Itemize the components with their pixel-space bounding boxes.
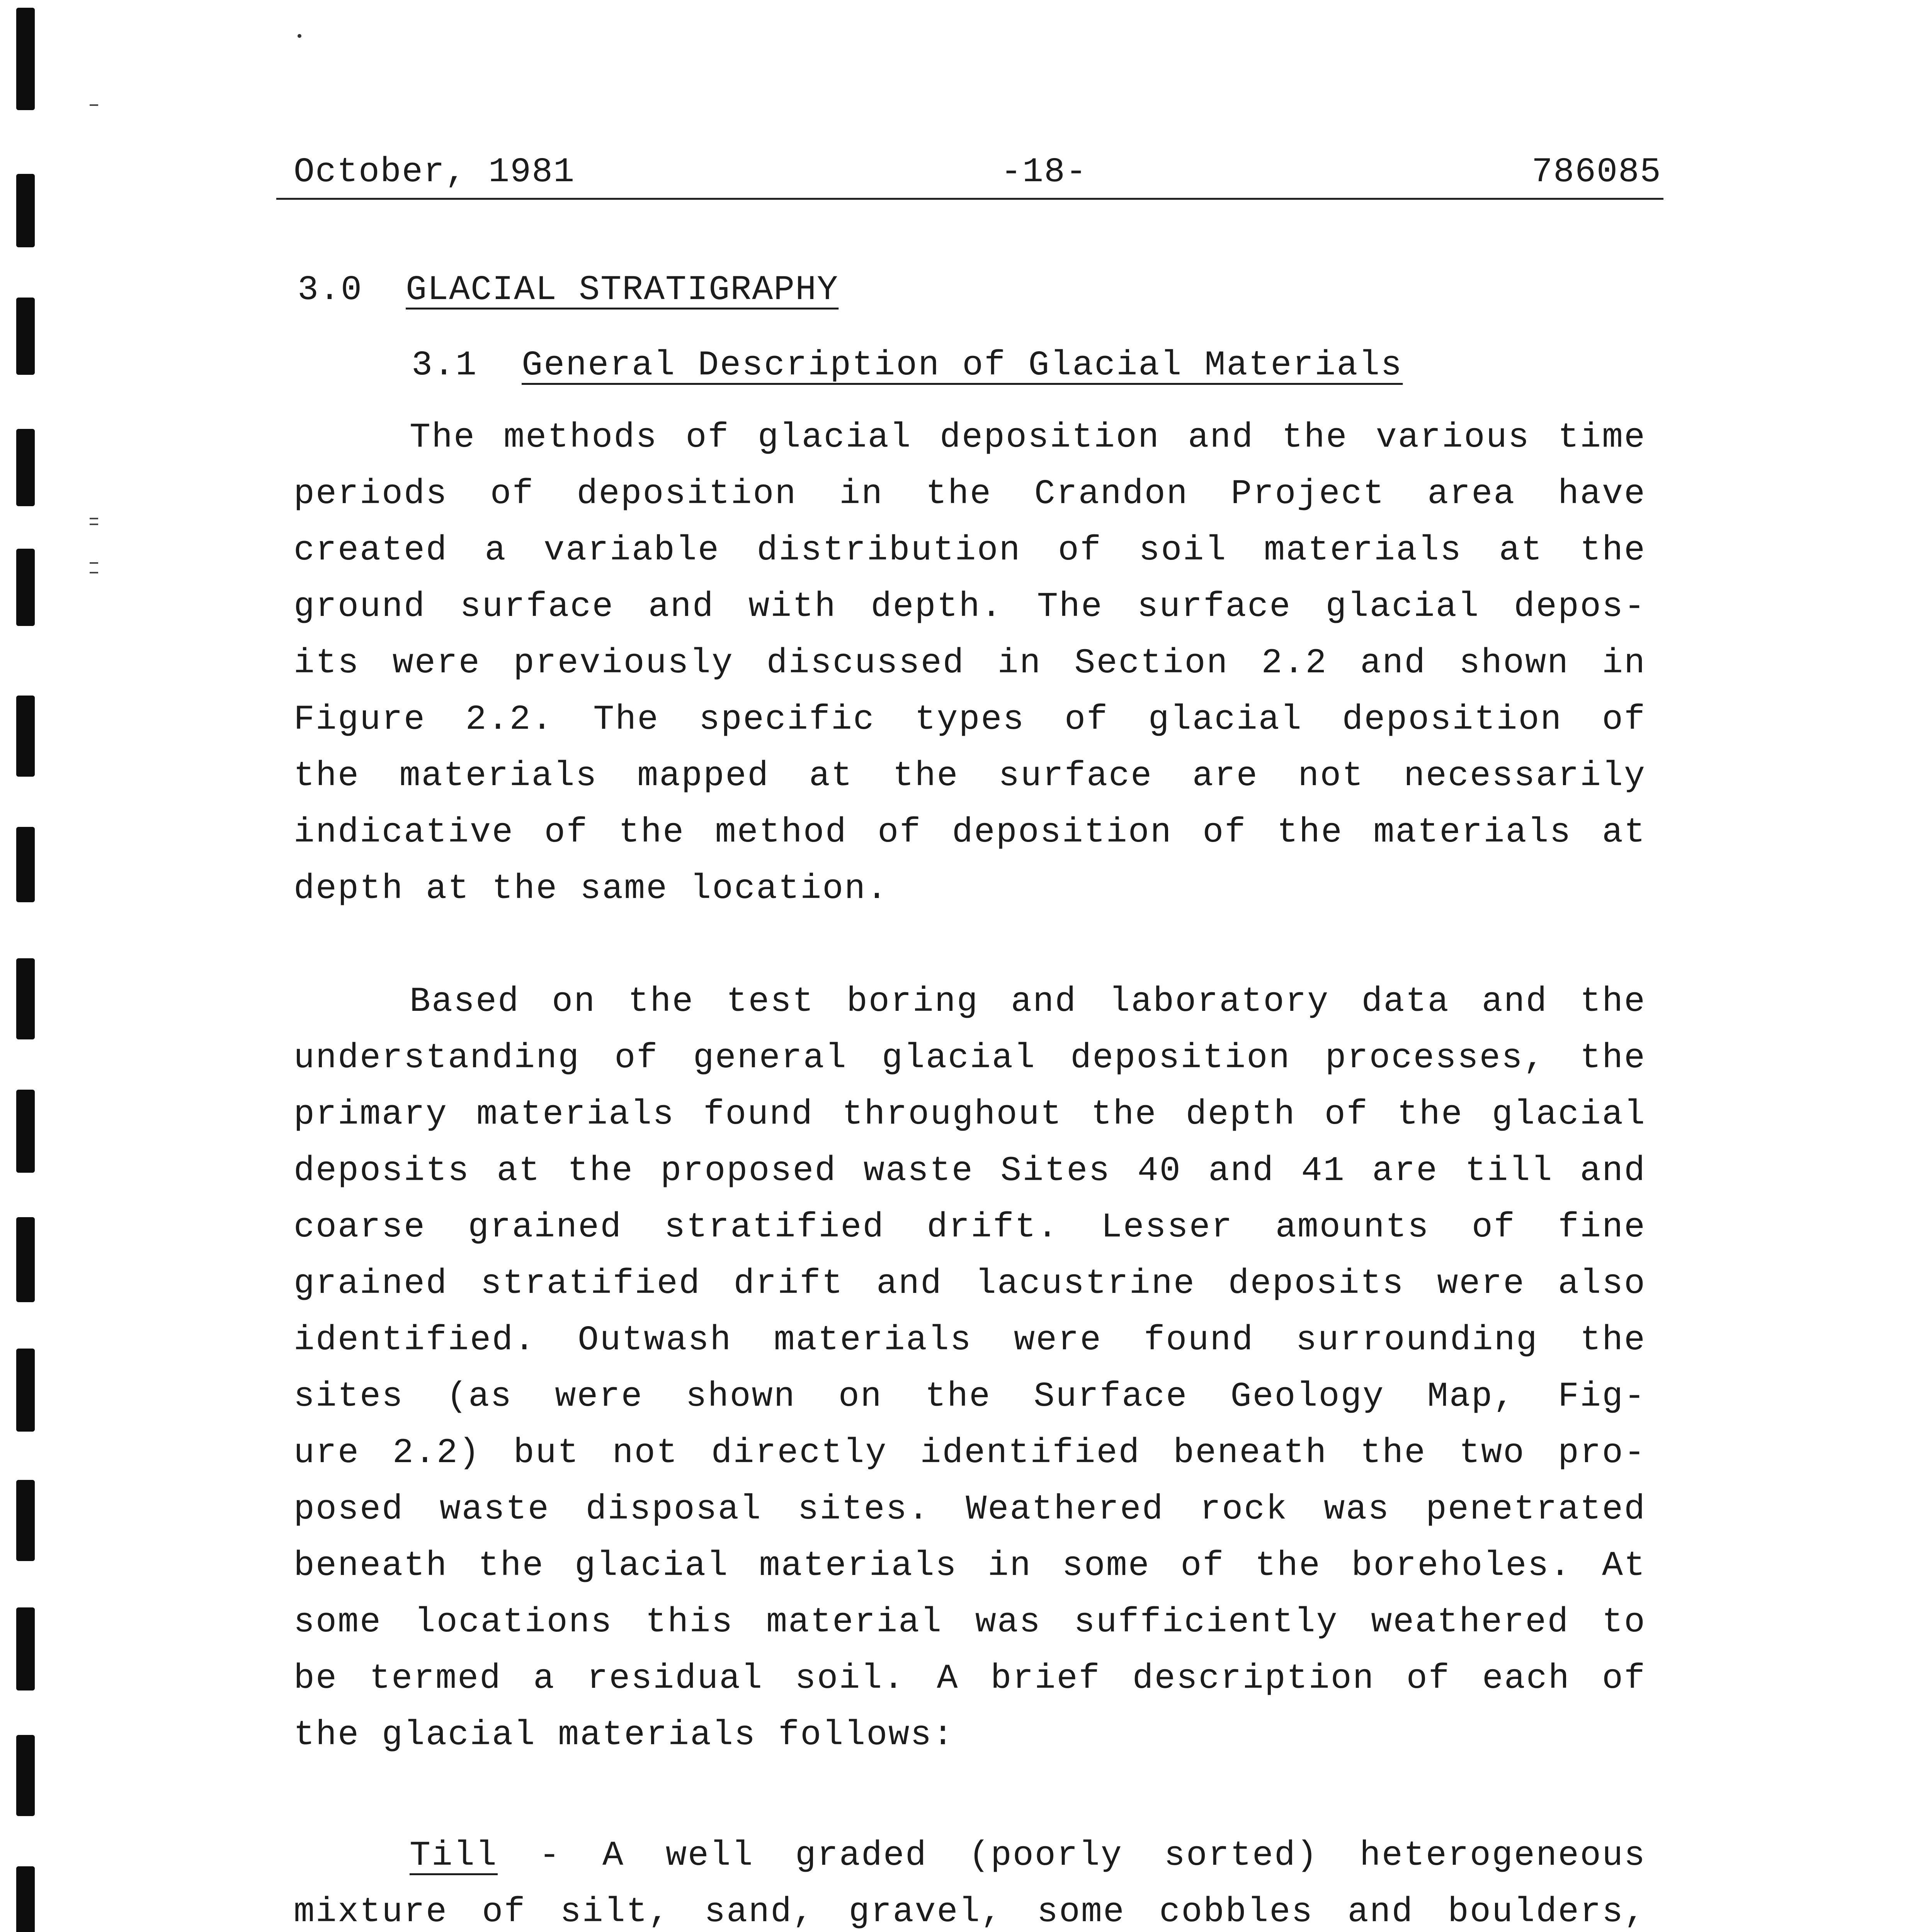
- term-till: Till: [410, 1836, 498, 1876]
- paragraph-line: sites (as were shown on the Surface Geology Map, Fig-: [294, 1377, 1646, 1417]
- scan-speck: [298, 34, 301, 38]
- binder-mark: [16, 696, 35, 777]
- paragraph-line: [294, 1828, 1646, 1884]
- paragraph-line: Based on the test boring and laboratory data and the: [410, 982, 1646, 1022]
- paragraph-line: Figure 2.2. The specific types of glacial deposition of: [294, 700, 1646, 740]
- paragraph-line: The methods of glacial deposition and the various time: [410, 418, 1646, 457]
- binder-mark: [16, 958, 35, 1039]
- binder-mark: [16, 1217, 35, 1302]
- header-date: October, 1981: [294, 153, 575, 192]
- scan-tick: [90, 518, 98, 519]
- paragraph-line: indicative of the method of deposition of the materials at: [294, 813, 1646, 852]
- paragraph-line: deposits at the proposed waste Sites 40 and 41 are till and: [294, 1151, 1646, 1191]
- scan-tick: [90, 524, 98, 525]
- scan-tick: [90, 572, 98, 573]
- binder-mark: [16, 1480, 35, 1561]
- binder-mark: [16, 1607, 35, 1690]
- paragraph-line: ground surface and with depth. The surface glacial depos-: [294, 587, 1646, 627]
- binder-mark: [16, 549, 35, 626]
- paragraph-line: the materials mapped at the surface are not necessarily: [294, 757, 1646, 796]
- paragraph-line: some locations this material was sufficiently weathered to: [294, 1603, 1646, 1642]
- header-rule: [276, 198, 1663, 200]
- subsection-number: 3.1: [412, 346, 478, 385]
- paragraph-line: posed waste disposal sites. Weathered rock was penetrated: [294, 1490, 1646, 1529]
- paragraph-line: periods of deposition in the Crandon Project area have: [294, 474, 1646, 514]
- paragraph-line: mixture of silt, sand, gravel, some cobbles and boulders,: [294, 1893, 1646, 1932]
- section-title: GLACIAL STRATIGRAPHY: [406, 270, 839, 310]
- binder-mark: [16, 8, 35, 110]
- paragraph-line: identified. Outwash materials were found surrounding the: [294, 1321, 1646, 1360]
- paragraph-text: - A well graded (poorly sorted) heterogeneous: [498, 1836, 1646, 1876]
- paragraph-line: primary materials found throughout the depth of the glacial: [294, 1095, 1646, 1134]
- header-page-number: -18-: [1001, 153, 1088, 192]
- binder-mark: [16, 1866, 35, 1932]
- paragraph-line: coarse grained stratified drift. Lesser amounts of fine: [294, 1208, 1646, 1247]
- paragraph-2: [294, 974, 1646, 1764]
- page-header: [294, 153, 1662, 195]
- paragraph-line: its were previously discussed in Section 2.2 and shown in: [294, 644, 1646, 683]
- paragraph-line: the glacial materials follows:: [294, 1716, 955, 1755]
- binder-mark: [16, 1090, 35, 1173]
- paragraph-line: created a variable distribution of soil materials at the: [294, 531, 1646, 570]
- binder-mark: [16, 1349, 35, 1432]
- paragraph-line: beneath the glacial materials in some of the boreholes. At: [294, 1546, 1646, 1586]
- subsection-heading: [412, 346, 1403, 385]
- binder-mark: [16, 174, 35, 247]
- subsection-title: General Description of Glacial Materials: [522, 346, 1403, 385]
- paragraph-3: [294, 1828, 1646, 1932]
- binder-mark: [16, 298, 35, 375]
- paragraph-line: be termed a residual soil. A brief description of each of: [294, 1659, 1646, 1699]
- paragraph-1: [294, 410, 1646, 917]
- paragraph-line: understanding of general glacial deposition processes, the: [294, 1039, 1646, 1078]
- paragraph-line: ure 2.2) but not directly identified beneath the two pro-: [294, 1434, 1646, 1473]
- header-doc-number: 786085: [1531, 153, 1662, 192]
- section-heading: [298, 270, 838, 310]
- binder-mark: [16, 429, 35, 506]
- scan-tick: [90, 104, 98, 106]
- paragraph-line: depth at the same location.: [294, 869, 889, 909]
- binder-mark: [16, 1735, 35, 1816]
- binder-mark: [16, 827, 35, 902]
- section-number: 3.0: [298, 270, 363, 310]
- paragraph-line: grained stratified drift and lacustrine deposits were also: [294, 1264, 1646, 1304]
- scan-tick: [90, 562, 98, 564]
